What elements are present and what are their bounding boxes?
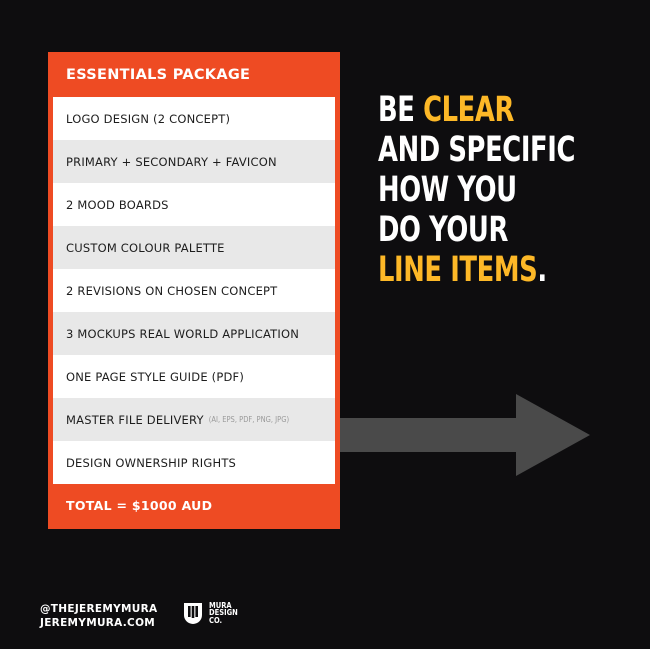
package-title: ESSENTIALS PACKAGE <box>66 67 251 83</box>
list-item <box>53 355 335 398</box>
list-item <box>53 97 335 140</box>
headline-highlight: LINE ITEMS <box>378 250 538 290</box>
item-label: MASTER FILE DELIVERY <box>66 412 204 427</box>
package-item-list <box>53 97 335 484</box>
item-label: DESIGN OWNERSHIP RIGHTS <box>66 455 237 470</box>
list-item <box>53 140 335 183</box>
item-label: ONE PAGE STYLE GUIDE (PDF) <box>66 369 245 384</box>
item-label: 2 REVISIONS ON CHOSEN CONCEPT <box>66 283 278 298</box>
item-note: (AI, EPS, PDF, PNG, JPG) <box>208 415 290 424</box>
social-handle: @THEJEREMYMURA <box>40 603 158 615</box>
item-label: LOGO DESIGN (2 CONCEPT) <box>66 111 231 126</box>
headline-line-3: HOW YOU <box>378 170 517 210</box>
item-label: CUSTOM COLOUR PALETTE <box>66 240 225 255</box>
item-label: 3 MOCKUPS REAL WORLD APPLICATION <box>66 326 300 341</box>
right-arrow-icon <box>340 394 590 476</box>
list-item <box>53 312 335 355</box>
headline-highlight: CLEAR <box>423 90 514 130</box>
headline-line-2: AND SPECIFIC <box>378 130 575 170</box>
list-item <box>53 398 335 441</box>
headline <box>378 90 575 290</box>
footer-credits <box>40 602 157 630</box>
website-link: JEREMYMURA.COM <box>40 617 156 629</box>
item-label: 2 MOOD BOARDS <box>66 197 169 212</box>
brand-logo <box>181 601 238 625</box>
list-item <box>53 441 335 484</box>
list-item <box>53 269 335 312</box>
headline-line-4: DO YOUR <box>378 210 508 250</box>
headline-line-5: LINE ITEMS. <box>378 250 547 290</box>
logo-wordmark: MURA DESIGN CO. <box>209 600 238 625</box>
mura-logo-icon <box>181 601 205 625</box>
package-card <box>48 52 340 529</box>
headline-line-1: BE CLEAR <box>378 90 514 130</box>
list-item <box>53 226 335 269</box>
item-label: PRIMARY + SECONDARY + FAVICON <box>66 154 277 169</box>
list-item <box>53 183 335 226</box>
package-total: TOTAL = $1000 AUD <box>66 498 213 513</box>
